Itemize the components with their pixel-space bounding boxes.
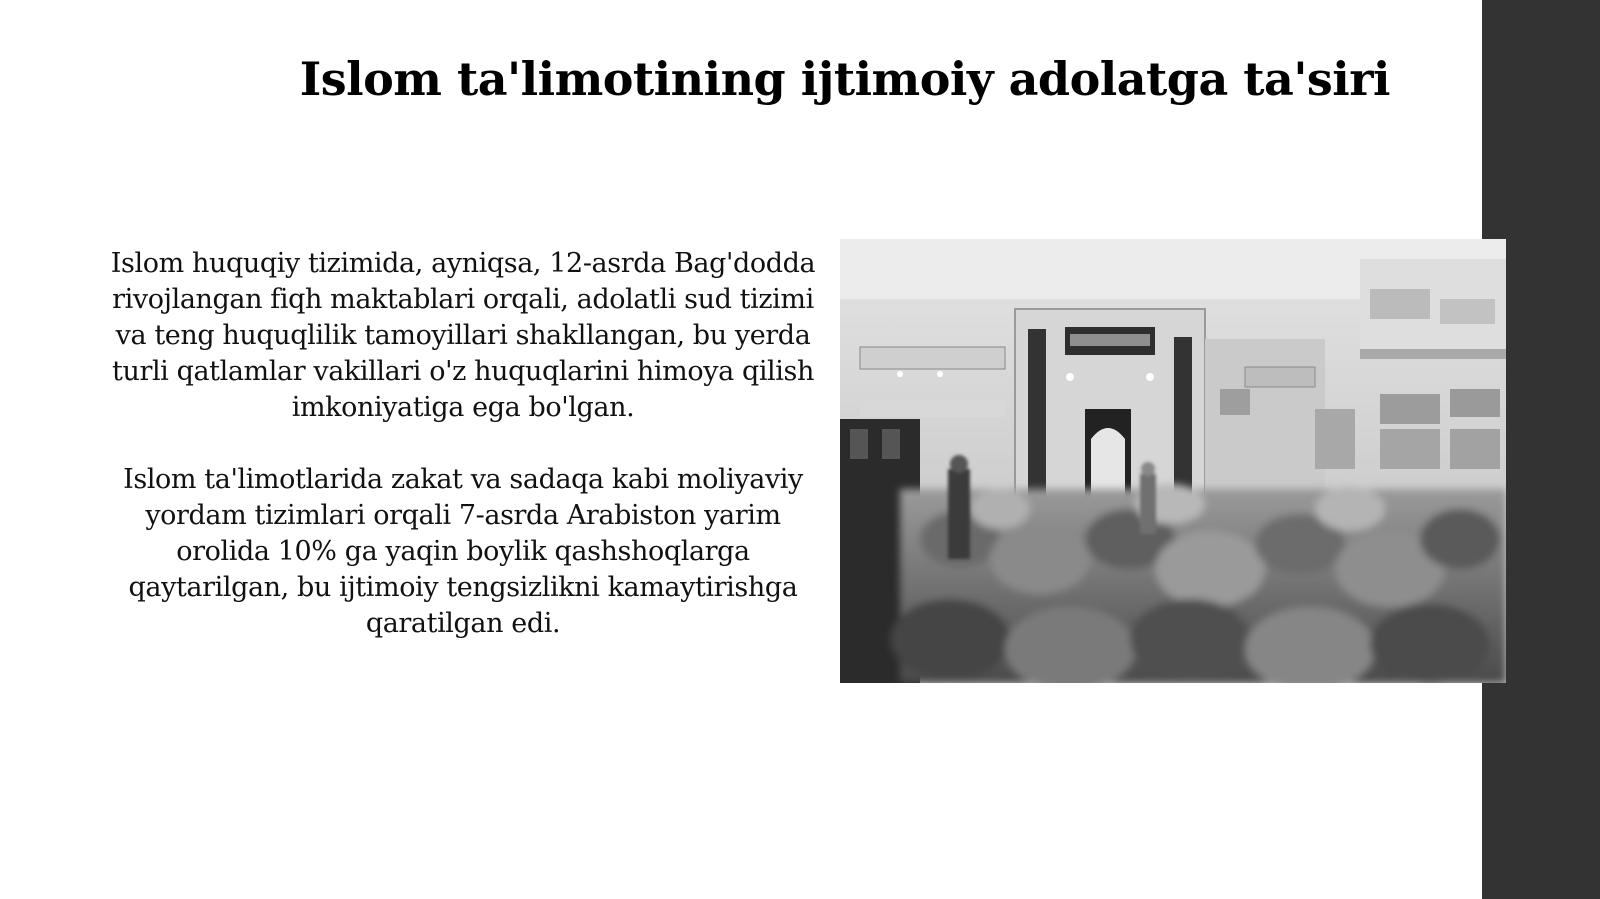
mosque-prayer-photo — [840, 239, 1506, 683]
paragraph-1: Islom huquqiy tizimida, ayniqsa, 12-asrda Bag'dodda rivojlangan fiqh maktablari orqali, adolatli sud tizimi va teng huquqlilik tamoyillari shakllangan, bu yerda turli qatlamlar vakillari o'z huquqlarini himoya qilish imkoniyatiga ega bo'lgan. — [110, 248, 816, 423]
mosque-prayer-illustration — [840, 239, 1506, 683]
body-text — [108, 246, 818, 642]
slide-title: Islom ta'limotining ijtimoiy adolatga ta'siri — [299, 52, 1390, 106]
paragraph-2: Islom ta'limotlarida zakat va sadaqa kabi moliyaviy yordam tizimlari orqali 7-asrda Arabiston yarim orolida 10% ga yaqin boylik qashshoqlarga qaytarilgan, bu ijtimoiy tengsizlikni kamaytirishga qaratilgan edi. — [123, 464, 803, 639]
